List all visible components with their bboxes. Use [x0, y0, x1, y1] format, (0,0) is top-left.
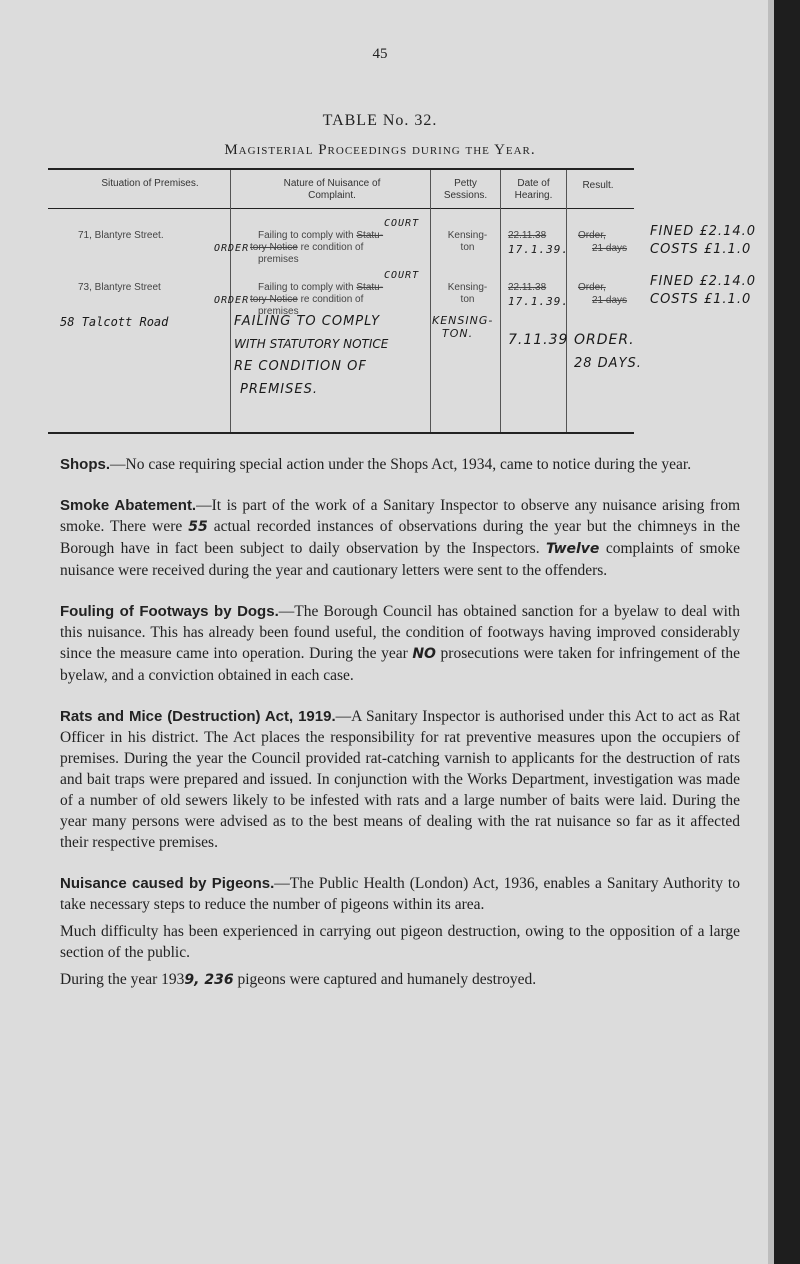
smoke-text: actual recorded instances of observations during the year but the chimneys in the Borough have in fact been subject to daily observation by the Inspectors. — [60, 518, 740, 557]
row-1-sessions — [440, 230, 495, 254]
table-top-rule — [48, 168, 634, 170]
row-1-nature — [250, 230, 426, 266]
row-3-date: 7.11.39 — [508, 332, 569, 348]
smoke-complaints-handwritten: Twelve — [545, 541, 600, 557]
fouling-prosecutions-handwritten: NO — [412, 646, 436, 662]
smoke-heading: Smoke Abatement. — [60, 497, 197, 514]
pigeons-count-handwritten: , 236 — [194, 972, 234, 988]
column-header-sessions: Petty Sessions. — [443, 178, 488, 201]
row-2-nature-text: Failing to comply with — [258, 282, 357, 293]
row-3-sessions-line: TON. — [442, 327, 474, 340]
row-1-result-struck: 21 days — [592, 243, 628, 254]
row-1-nature-annotation-left: ORDER — [214, 243, 250, 254]
row-1-result-hand: FINED £2.14.0 — [650, 224, 757, 239]
row-2-sessions — [440, 282, 495, 306]
row-2-result-struck: Order, — [578, 282, 606, 293]
row-1-situation: 71, Blantyre Street. — [78, 230, 164, 241]
pigeons-year-handwritten: 9 — [184, 972, 195, 988]
table-bottom-rule — [48, 432, 634, 434]
shops-text: —No case requiring special action under the Shops Act, 1934, came to notice during the year. — [110, 456, 692, 473]
smoke-text: —It is part of the work of a Sanitary Inspector to observe any nuisance arising from smoke. There were — [60, 497, 740, 535]
row-1-nature-text: Failing to comply with — [258, 230, 357, 241]
row-3-result-line: 28 DAYS. — [574, 356, 642, 371]
row-2-situation: 73, Blantyre Street — [78, 282, 161, 293]
row-3-result — [574, 332, 664, 371]
row-2-date-struck: 22.11.38 — [508, 282, 547, 293]
row-3-nature-line: RE CONDITION OF — [234, 359, 367, 374]
row-3-nature-line: WITH STATUTORY NOTICE — [234, 337, 389, 351]
rats-heading: Rats and Mice (Destruction) Act, 1919. — [60, 708, 336, 725]
row-1-nature-struck: tory Notice — [250, 242, 298, 253]
row-2-nature-struck: Statu- — [356, 282, 384, 293]
row-1-result-hand: COSTS £1.1.0 — [650, 242, 752, 257]
smoke-text: complaints of smoke nuisance were received during the year and cautionary letters were sent to the offenders. — [60, 540, 740, 579]
table-subtitle: Magisterial Proceedings during the Year. — [224, 142, 536, 158]
table-header-rule — [48, 208, 634, 209]
pigeons-text: During the year 193 — [60, 971, 185, 988]
pigeons-text: —The Public Health (London) Act, 1936, enables a Sanitary Authority to take necessary steps to reduce the number of pigeons within its area. — [60, 875, 740, 913]
row-1-result-struck: Order, — [578, 230, 606, 241]
column-header-nature: Nature of Nuisance of Complaint. — [283, 178, 381, 201]
row-2-sessions-text: Kensing- — [447, 282, 488, 293]
smoke-count-handwritten: 55 — [188, 519, 208, 535]
column-header-situation: Situation of Premises. — [101, 178, 199, 189]
row-2-nature-text: re condition of — [297, 294, 364, 305]
pigeons-paragraph-2: Much difficulty has been experienced in carrying out pigeon destruction, owing to the opposition of a large section of the public. — [60, 923, 740, 961]
row-1-nature-struck: Statu- — [356, 230, 384, 241]
column-header-date: Date of Hearing. — [514, 178, 553, 201]
row-2-nature-annotation: COURT — [384, 270, 420, 281]
column-divider — [430, 170, 431, 432]
row-2-nature — [250, 282, 426, 318]
row-1-sessions-text: Kensing- — [447, 230, 488, 241]
body-text — [60, 454, 740, 991]
column-header-result: Result. — [582, 180, 614, 191]
pigeons-heading: Nuisance caused by Pigeons. — [60, 875, 275, 892]
pigeons-text: pigeons were captured and humanely destroyed. — [233, 971, 537, 988]
row-3-result-line: ORDER. — [574, 332, 635, 348]
shops-paragraph — [60, 454, 740, 475]
fouling-text: prosecutions were taken for infringement of the byelaw, and a conviction obtained in each case. — [60, 645, 740, 684]
column-divider — [500, 170, 501, 432]
row-2-sessions-text: ton — [460, 294, 475, 305]
row-3-sessions — [432, 314, 500, 340]
row-3-nature — [234, 314, 428, 397]
row-1-nature-text: premises — [258, 254, 299, 265]
page-number: 45 — [372, 46, 388, 62]
row-1-date-hand: 17.1.39. — [508, 243, 569, 256]
row-2-result-struck: 21 days — [592, 295, 628, 306]
row-2-nature-annotation-left: ORDER — [214, 295, 250, 306]
rats-text: —A Sanitary Inspector is authorised under this Act to act as Rat Officer in his district. The Act places the responsibility for rat preventive measures upon the occupiers of premises. During the year the Council provided rat-catching varnish to applicants for the destruction of rats and bait traps were prepared and issued. In conjunction with the Works Department, investigation was made of a number of old sewers likely to be infested with rats and a large number of baits were laid. During the year many persons were advised as to the best means of dealing with the rat nuisance so far as it affected their respective premises. — [60, 708, 741, 851]
fouling-text: —The Borough Council has obtained sanction for a byelaw to deal with this nuisance. This has already been found useful, the condition of footways having improved considerably since the measure came into operation. During the year — [60, 603, 740, 662]
row-1-date-struck: 22.11.38 — [508, 230, 547, 241]
row-2-nature-text: premises — [258, 306, 299, 317]
smoke-paragraph — [60, 495, 740, 581]
pigeons-paragraph-3 — [60, 969, 740, 991]
row-1-sessions-text: ton — [460, 242, 475, 253]
row-3-nature-line: FAILING TO COMPLY — [234, 314, 381, 329]
row-3-situation: 58 Talcott Road — [60, 315, 169, 329]
row-2-result-hand: FINED £2.14.0 — [650, 274, 757, 289]
table-title: TABLE No. 32. — [322, 112, 438, 129]
shops-heading: Shops. — [60, 456, 111, 473]
row-2-date-hand: 17.1.39. — [508, 295, 569, 308]
page-edge — [774, 0, 800, 1264]
row-3-sessions-line: KENSING- — [432, 314, 494, 327]
row-2-result-hand: COSTS £1.1.0 — [650, 292, 752, 307]
pigeons-paragraph — [60, 873, 740, 915]
row-1-nature-annotation: COURT — [384, 218, 420, 229]
row-3-nature-line: PREMISES. — [240, 382, 318, 397]
fouling-paragraph — [60, 601, 740, 686]
row-2-nature-struck: tory Notice — [250, 294, 298, 305]
row-1-nature-text: re condition of — [297, 242, 364, 253]
rats-paragraph — [60, 706, 740, 853]
fouling-heading: Fouling of Footways by Dogs. — [60, 603, 279, 620]
